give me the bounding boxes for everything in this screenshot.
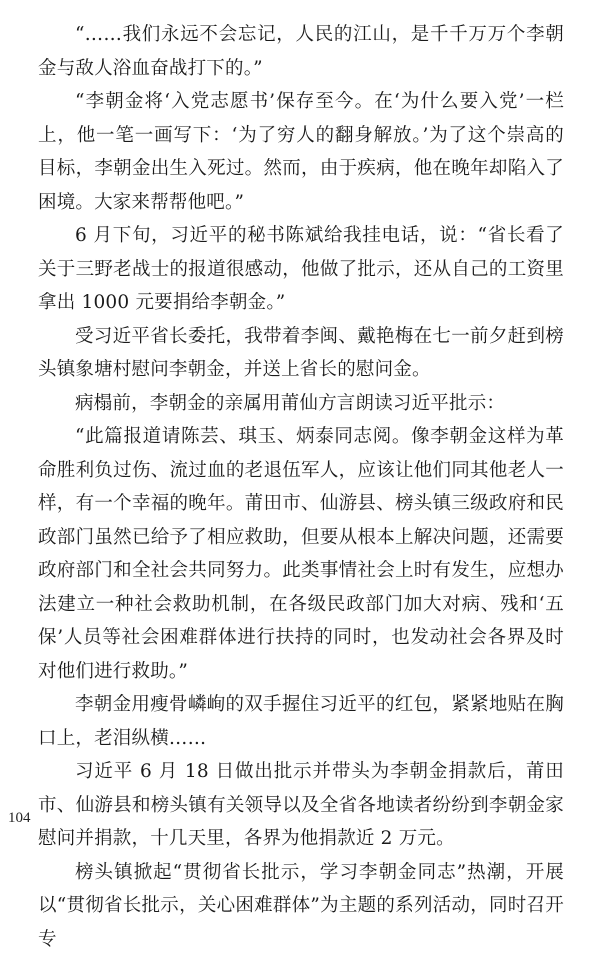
body-text xyxy=(38,18,564,956)
paragraph-9: 榜头镇掀起“贯彻省长批示，学习李朝金同志”热潮，开展以“贯彻省长批示，关心困难群体”为主题的系列活动，同时召开专 xyxy=(38,856,564,956)
paragraph-8: 习近平 6 月 18 日做出批示并带头为李朝金捐款后，莆田市、仙游县和榜头镇有关领导以及全省各地读者纷纷到李朝金家慰问并捐款，十几天里，各界为他捐款近 2 万元。 xyxy=(38,755,564,856)
page-number: 104 xyxy=(8,810,31,827)
paragraph-2: “李朝金将‘入党志愿书’保存至今。在‘为什么要入党’一栏上，他一笔一画写下：‘为了穷人的翻身解放。’为了这个崇高的目标，李朝金出生入死过。然而，由于疾病，他在晚年却陷入了困境。大家来帮帮他吧。” xyxy=(38,85,564,219)
paragraph-5: 病榻前，李朝金的亲属用莆仙方言朗读习近平批示： xyxy=(38,387,564,421)
paragraph-7: 李朝金用瘦骨嶙峋的双手握住习近平的红包，紧紧地贴在胸口上，老泪纵横…… xyxy=(38,688,564,755)
paragraph-3: 6 月下旬，习近平的秘书陈斌给我挂电话，说：“省长看了关于三野老战士的报道很感动，他做了批示，还从自己的工资里拿出 1000 元要捐给李朝金。” xyxy=(38,219,564,320)
paragraph-4: 受习近平省长委托，我带着李闽、戴艳梅在七一前夕赶到榜头镇象塘村慰问李朝金，并送上省长的慰问金。 xyxy=(38,320,564,387)
paragraph-1: “……我们永远不会忘记，人民的江山，是千千万万个李朝金与敌人浴血奋战打下的。” xyxy=(38,18,564,85)
paragraph-6: “此篇报道请陈芸、琪玉、炳泰同志阅。像李朝金这样为革命胜利负过伤、流过血的老退伍军人，应该让他们同其他老人一样，有一个幸福的晚年。莆田市、仙游县、榜头镇三级政府和民政部门虽然已给予了相应救助，但要从根本上解决问题，还需要政府部门和全社会共同努力。此类事情社会上时有发生，应想办法建立一种社会救助机制，在各级民政部门加大对病、残和‘五保’人员等社会困难群体进行扶持的同时，也发动社会各界及时对他们进行救助。” xyxy=(38,420,564,688)
